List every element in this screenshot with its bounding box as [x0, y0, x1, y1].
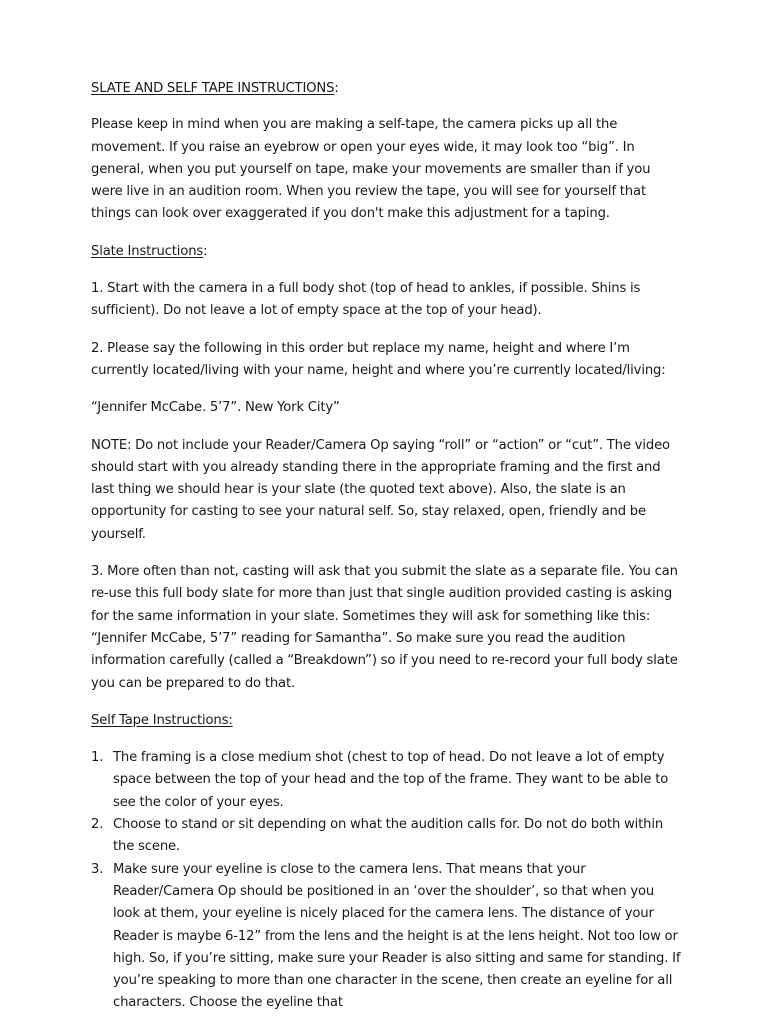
self-tape-list [91, 747, 683, 1015]
list-item [91, 859, 683, 1015]
slate-step-2: 2. Please say the following in this order but replace my name, height and where I’m currently located/living with your name, height and where you’re currently located/living: [91, 340, 666, 378]
slate-step-1: 1. Start with the camera in a full body shot (top of head to ankles, if possible. Shins is sufficient). Do not leave a lot of empty space at the top of your head). [91, 281, 641, 319]
slate-heading [91, 241, 683, 263]
document-title-text: SLATE AND SELF TAPE INSTRUCTIONS [91, 81, 335, 96]
list-item-number: 2. [91, 817, 104, 833]
document-page [91, 78, 683, 1015]
document-title [91, 78, 683, 100]
self-tape-heading-text: Self Tape Instructions: [91, 712, 233, 728]
list-item-text: Make sure your eyeline is close to the camera lens. That means that your Reader/Camera Op should be positioned in an ‘over the shoulder’, so that when you look at them, your eyeline is nicely placed for the camera lens. The distance of your Reader is maybe 6-12” from the lens and the height is at the lens height. Not too low or high. So, if you’re sitting, make sure your Reader is also sitting and same for standing. If you’re speaking to more than one character in the scene, then create an eyeline for all characters. Choose the eyeline that [113, 861, 681, 1011]
document-title-colon: : [334, 81, 339, 96]
list-item-text: The framing is a close medium shot (chest to top of head. Do not leave a lot of empty space between the top of your head and the top of the frame. They want to be able to see the color of your eyes. [113, 750, 669, 810]
list-item [91, 814, 683, 859]
self-tape-heading [91, 710, 683, 732]
slate-quote: “Jennifer McCabe. 5’7”. New York City” [91, 400, 340, 416]
list-item-number: 3. [91, 861, 104, 877]
slate-heading-colon: : [203, 243, 208, 259]
list-item-text: Choose to stand or sit depending on what the audition calls for. Do not do both within the scene. [113, 817, 664, 855]
list-item-number: 1. [91, 750, 104, 766]
note-paragraph: NOTE: Do not include your Reader/Camera Op saying “roll” or “action” or “cut”. The video should start with you already standing there in the appropriate framing and the first and last thing we should hear is your slate (the quoted text above). Also, the slate is an opportunity for casting to see your natural self. So, stay relaxed, open, friendly and be yourself. [91, 437, 670, 542]
slate-heading-text: Slate Instructions [91, 243, 204, 259]
slate-step-3: 3. More often than not, casting will ask that you submit the slate as a separate file. You can re-use this full body slate for more than just that single audition provided casting is asking for the same information in your slate. Sometimes they will ask for something like this: “Jennifer McCabe, 5’7” reading for Samantha”. So make sure you read the audition information carefully (called a “Breakdown”) so if you need to re-record your full body slate you can be prepared to do that. [91, 564, 678, 691]
intro-paragraph: Please keep in mind when you are making a self-tape, the camera picks up all the movement. If you raise an eyebrow or open your eyes wide, it may look too “big”. In general, when you put yourself on tape, make your movements are smaller than if you were live in an audition room. When you review the tape, you will see for yourself that things can look over exaggerated if you don't make this adjustment for a taping. [91, 117, 651, 222]
list-item [91, 747, 683, 814]
